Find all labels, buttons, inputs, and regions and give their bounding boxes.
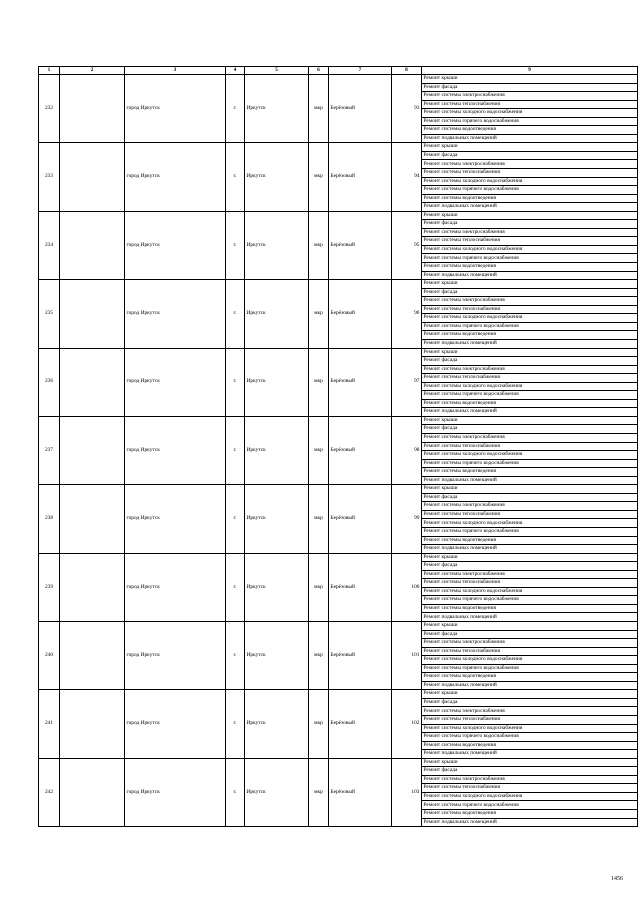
work-type-cell: Ремонт подвальных помещений — [422, 203, 638, 212]
work-type-cell: Ремонт системы горячего водоснабжения — [422, 664, 638, 673]
work-type-cell: Ремонт системы электроснабжения — [422, 639, 638, 648]
work-type-cell: Ремонт системы электроснабжения — [422, 365, 638, 374]
work-type-cell: Ремонт крыши — [422, 485, 638, 494]
work-type-cell: Ремонт системы горячего водоснабжения — [422, 391, 638, 400]
row-number-cell: 234 — [39, 211, 60, 279]
work-type-cell: Ремонт системы водоотведения — [422, 604, 638, 613]
work-type-cell: Ремонт системы холодного водоснабжения — [422, 451, 638, 460]
work-type-cell: Ремонт системы холодного водоснабжения — [422, 245, 638, 254]
work-type-cell: Ремонт системы водоотведения — [422, 331, 638, 340]
work-type-cell: Ремонт подвальных помещений — [422, 134, 638, 143]
work-type-cell: Ремонт системы электроснабжения — [422, 502, 638, 511]
work-type-cell: Ремонт подвальных помещений — [422, 339, 638, 348]
house-number-cell: 101 — [392, 622, 422, 690]
work-type-cell: Ремонт подвальных помещений — [422, 818, 638, 827]
city-type-cell: г. — [226, 690, 245, 758]
work-type-cell: Ремонт подвальных помещений — [422, 613, 638, 622]
settlement-cell: город Иркутск — [125, 416, 226, 484]
city-cell: Иркутск — [245, 622, 309, 690]
district-cell: Берёзовый — [329, 75, 392, 143]
district-cell: Берёзовый — [329, 416, 392, 484]
district-cell: Берёзовый — [329, 280, 392, 348]
header-cell: 1 — [39, 67, 60, 75]
work-type-cell: Ремонт системы электроснабжения — [422, 707, 638, 716]
house-number-cell: 97 — [392, 348, 422, 416]
row-number-cell: 233 — [39, 143, 60, 211]
house-number-cell: 96 — [392, 280, 422, 348]
settlement-cell: город Иркутск — [125, 211, 226, 279]
empty-cell — [60, 211, 125, 279]
work-type-cell: Ремонт подвальных помещений — [422, 271, 638, 280]
work-type-cell: Ремонт системы горячего водоснабжения — [422, 733, 638, 742]
city-cell: Иркутск — [245, 211, 309, 279]
header-cell: 6 — [309, 67, 329, 75]
row-number-cell: 232 — [39, 75, 60, 143]
work-type-cell: Ремонт системы электроснабжения — [422, 775, 638, 784]
district-type-cell: мкр — [309, 416, 329, 484]
city-cell: Иркутск — [245, 75, 309, 143]
register-table — [38, 66, 638, 827]
table-row — [39, 280, 638, 289]
row-number-cell: 237 — [39, 416, 60, 484]
row-number-cell: 235 — [39, 280, 60, 348]
work-type-cell: Ремонт системы водоотведения — [422, 126, 638, 135]
header-cell: 9 — [422, 67, 638, 75]
work-type-cell: Ремонт системы горячего водоснабжения — [422, 801, 638, 810]
table-row — [39, 690, 638, 699]
city-cell: Иркутск — [245, 485, 309, 553]
city-type-cell: г. — [226, 280, 245, 348]
work-type-cell: Ремонт системы водоотведения — [422, 468, 638, 477]
table-row — [39, 348, 638, 357]
header-cell: 8 — [392, 67, 422, 75]
work-type-cell: Ремонт системы горячего водоснабжения — [422, 117, 638, 126]
work-type-cell: Ремонт фасада — [422, 220, 638, 229]
work-type-cell: Ремонт системы теплоснабжения — [422, 442, 638, 451]
district-type-cell: мкр — [309, 143, 329, 211]
work-type-cell: Ремонт системы холодного водоснабжения — [422, 519, 638, 528]
district-type-cell: мкр — [309, 348, 329, 416]
district-cell: Берёзовый — [329, 758, 392, 826]
empty-cell — [60, 622, 125, 690]
work-type-cell: Ремонт фасада — [422, 288, 638, 297]
header-cell: 5 — [245, 67, 309, 75]
row-number-cell: 238 — [39, 485, 60, 553]
work-type-cell: Ремонт крыши — [422, 280, 638, 289]
city-type-cell: г. — [226, 622, 245, 690]
work-type-cell: Ремонт системы электроснабжения — [422, 160, 638, 169]
table-row — [39, 211, 638, 220]
work-type-cell: Ремонт фасада — [422, 151, 638, 160]
house-number-cell: 100 — [392, 553, 422, 621]
city-cell: Иркутск — [245, 690, 309, 758]
table-row — [39, 553, 638, 562]
table-row — [39, 758, 638, 767]
work-type-cell: Ремонт фасада — [422, 493, 638, 502]
row-number-cell: 236 — [39, 348, 60, 416]
district-type-cell: мкр — [309, 690, 329, 758]
work-type-cell: Ремонт системы теплоснабжения — [422, 510, 638, 519]
work-type-cell: Ремонт фасада — [422, 767, 638, 776]
settlement-cell: город Иркутск — [125, 348, 226, 416]
work-type-cell: Ремонт системы электроснабжения — [422, 92, 638, 101]
work-type-cell: Ремонт подвальных помещений — [422, 476, 638, 485]
district-cell: Берёзовый — [329, 622, 392, 690]
empty-cell — [60, 690, 125, 758]
work-type-cell: Ремонт системы водоотведения — [422, 263, 638, 272]
work-type-cell: Ремонт системы водоотведения — [422, 741, 638, 750]
work-type-cell: Ремонт крыши — [422, 211, 638, 220]
work-type-cell: Ремонт подвальных помещений — [422, 681, 638, 690]
page-number: 1456 — [611, 876, 623, 882]
work-type-cell: Ремонт системы холодного водоснабжения — [422, 792, 638, 801]
work-type-cell: Ремонт крыши — [422, 348, 638, 357]
work-type-cell: Ремонт крыши — [422, 416, 638, 425]
city-type-cell: г. — [226, 553, 245, 621]
city-type-cell: г. — [226, 211, 245, 279]
city-cell: Иркутск — [245, 280, 309, 348]
work-type-cell: Ремонт системы водоотведения — [422, 194, 638, 203]
work-type-cell: Ремонт крыши — [422, 553, 638, 562]
empty-cell — [60, 143, 125, 211]
work-type-cell: Ремонт системы холодного водоснабжения — [422, 724, 638, 733]
district-cell: Берёзовый — [329, 690, 392, 758]
city-cell: Иркутск — [245, 143, 309, 211]
work-type-cell: Ремонт фасада — [422, 357, 638, 366]
work-type-cell: Ремонт крыши — [422, 75, 638, 84]
work-type-cell: Ремонт системы теплоснабжения — [422, 374, 638, 383]
work-type-cell: Ремонт системы горячего водоснабжения — [422, 186, 638, 195]
city-cell: Иркутск — [245, 416, 309, 484]
district-cell: Берёзовый — [329, 211, 392, 279]
district-type-cell: мкр — [309, 553, 329, 621]
row-number-cell: 239 — [39, 553, 60, 621]
work-type-cell: Ремонт системы холодного водоснабжения — [422, 177, 638, 186]
header-row — [39, 67, 638, 75]
district-type-cell: мкр — [309, 280, 329, 348]
empty-cell — [60, 758, 125, 826]
work-type-cell: Ремонт крыши — [422, 758, 638, 767]
settlement-cell: город Иркутск — [125, 553, 226, 621]
city-type-cell: г. — [226, 758, 245, 826]
settlement-cell: город Иркутск — [125, 622, 226, 690]
house-number-cell: 95 — [392, 211, 422, 279]
work-type-cell: Ремонт системы теплоснабжения — [422, 169, 638, 178]
city-cell: Иркутск — [245, 758, 309, 826]
work-type-cell: Ремонт системы холодного водоснабжения — [422, 382, 638, 391]
work-type-cell: Ремонт подвальных помещений — [422, 545, 638, 554]
table-body — [39, 75, 638, 827]
row-number-cell: 240 — [39, 622, 60, 690]
work-type-cell: Ремонт системы электроснабжения — [422, 570, 638, 579]
work-type-cell: Ремонт системы холодного водоснабжения — [422, 587, 638, 596]
work-type-cell: Ремонт системы водоотведения — [422, 810, 638, 819]
work-type-cell: Ремонт фасада — [422, 425, 638, 434]
district-cell: Берёзовый — [329, 348, 392, 416]
header-cell: 2 — [60, 67, 125, 75]
city-cell: Иркутск — [245, 348, 309, 416]
work-type-cell: Ремонт системы горячего водоснабжения — [422, 596, 638, 605]
settlement-cell: город Иркутск — [125, 690, 226, 758]
work-type-cell: Ремонт системы теплоснабжения — [422, 579, 638, 588]
city-type-cell: г. — [226, 75, 245, 143]
house-number-cell: 99 — [392, 485, 422, 553]
empty-cell — [60, 75, 125, 143]
city-type-cell: г. — [226, 416, 245, 484]
header-cell: 3 — [125, 67, 226, 75]
empty-cell — [60, 280, 125, 348]
work-type-cell: Ремонт подвальных помещений — [422, 750, 638, 759]
district-type-cell: мкр — [309, 485, 329, 553]
work-type-cell: Ремонт фасада — [422, 630, 638, 639]
empty-cell — [60, 416, 125, 484]
work-type-cell: Ремонт системы холодного водоснабжения — [422, 314, 638, 323]
work-type-cell: Ремонт системы теплоснабжения — [422, 100, 638, 109]
work-type-cell: Ремонт крыши — [422, 690, 638, 699]
work-type-cell: Ремонт системы горячего водоснабжения — [422, 254, 638, 263]
city-type-cell: г. — [226, 485, 245, 553]
settlement-cell: город Иркутск — [125, 280, 226, 348]
house-number-cell: 94 — [392, 143, 422, 211]
work-type-cell: Ремонт крыши — [422, 143, 638, 152]
house-number-cell: 103 — [392, 758, 422, 826]
work-type-cell: Ремонт системы теплоснабжения — [422, 305, 638, 314]
house-number-cell: 93 — [392, 75, 422, 143]
district-cell: Берёзовый — [329, 485, 392, 553]
settlement-cell: город Иркутск — [125, 143, 226, 211]
row-number-cell: 242 — [39, 758, 60, 826]
work-type-cell: Ремонт системы электроснабжения — [422, 297, 638, 306]
empty-cell — [60, 553, 125, 621]
header-cell: 7 — [329, 67, 392, 75]
work-type-cell: Ремонт системы водоотведения — [422, 536, 638, 545]
table-row — [39, 75, 638, 84]
district-cell: Берёзовый — [329, 143, 392, 211]
district-type-cell: мкр — [309, 75, 329, 143]
work-type-cell: Ремонт системы холодного водоснабжения — [422, 656, 638, 665]
work-type-cell: Ремонт системы теплоснабжения — [422, 237, 638, 246]
table-row — [39, 416, 638, 425]
work-type-cell: Ремонт системы электроснабжения — [422, 433, 638, 442]
city-type-cell: г. — [226, 348, 245, 416]
empty-cell — [60, 348, 125, 416]
city-cell: Иркутск — [245, 553, 309, 621]
work-type-cell: Ремонт крыши — [422, 622, 638, 631]
district-cell: Берёзовый — [329, 553, 392, 621]
work-type-cell: Ремонт системы водоотведения — [422, 673, 638, 682]
settlement-cell: город Иркутск — [125, 485, 226, 553]
work-type-cell: Ремонт системы холодного водоснабжения — [422, 109, 638, 118]
work-type-cell: Ремонт системы горячего водоснабжения — [422, 459, 638, 468]
work-type-cell: Ремонт системы теплоснабжения — [422, 784, 638, 793]
work-type-cell: Ремонт системы теплоснабжения — [422, 716, 638, 725]
work-type-cell: Ремонт подвальных помещений — [422, 408, 638, 417]
work-type-cell: Ремонт системы горячего водоснабжения — [422, 322, 638, 331]
work-type-cell: Ремонт системы электроснабжения — [422, 228, 638, 237]
settlement-cell: город Иркутск — [125, 75, 226, 143]
house-number-cell: 102 — [392, 690, 422, 758]
work-type-cell: Ремонт системы водоотведения — [422, 399, 638, 408]
work-type-cell: Ремонт фасада — [422, 698, 638, 707]
district-type-cell: мкр — [309, 758, 329, 826]
city-type-cell: г. — [226, 143, 245, 211]
table-row — [39, 485, 638, 494]
work-type-cell: Ремонт фасада — [422, 562, 638, 571]
settlement-cell: город Иркутск — [125, 758, 226, 826]
district-type-cell: мкр — [309, 622, 329, 690]
district-type-cell: мкр — [309, 211, 329, 279]
house-number-cell: 98 — [392, 416, 422, 484]
work-type-cell: Ремонт системы теплоснабжения — [422, 647, 638, 656]
empty-cell — [60, 485, 125, 553]
work-type-cell: Ремонт фасада — [422, 83, 638, 92]
row-number-cell: 241 — [39, 690, 60, 758]
work-type-cell: Ремонт системы горячего водоснабжения — [422, 527, 638, 536]
table-row — [39, 143, 638, 152]
header-cell: 4 — [226, 67, 245, 75]
table-row — [39, 622, 638, 631]
